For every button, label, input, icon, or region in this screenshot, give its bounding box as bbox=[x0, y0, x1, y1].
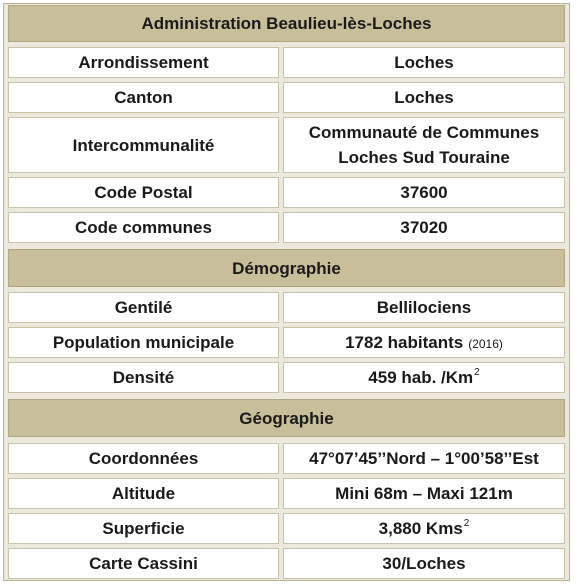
row-label-arrondissement bbox=[8, 47, 279, 78]
label-text: Population municipale bbox=[52, 333, 235, 352]
value-text: Loches bbox=[394, 53, 454, 72]
section-title-administration: Administration Beaulieu-lès-Loches bbox=[141, 14, 432, 33]
value-text: Bellilociens bbox=[376, 298, 472, 317]
row-label-gentile bbox=[8, 292, 279, 323]
section-header-administration bbox=[8, 5, 565, 42]
row-value-population bbox=[283, 327, 565, 358]
value-text: 37600 bbox=[400, 183, 448, 202]
label-text: Intercommunalité bbox=[72, 135, 215, 155]
row-label-canton bbox=[8, 82, 279, 113]
exponent: 2 bbox=[474, 367, 480, 378]
row-label-code-postal bbox=[8, 177, 279, 208]
label-text: Arrondissement bbox=[78, 53, 209, 72]
section-header-demographie bbox=[8, 249, 565, 287]
section-title-demographie: Démographie bbox=[232, 258, 341, 278]
value-text: 30/Loches bbox=[382, 554, 466, 573]
row-label-coordonnees bbox=[8, 443, 279, 474]
row-label-densite bbox=[8, 362, 279, 393]
value-text-line2: Loches Sud Touraine bbox=[338, 148, 510, 167]
row-label-carte-cassini bbox=[8, 548, 279, 579]
label-text: Coordonnées bbox=[88, 449, 199, 468]
row-value-intercommunalite bbox=[283, 117, 565, 173]
row-value-code-postal bbox=[283, 177, 565, 208]
value-text-line1: Communauté de Communes bbox=[308, 123, 540, 142]
row-value-code-communes bbox=[283, 212, 565, 243]
section-header-geographie bbox=[8, 399, 565, 437]
value-text: 459 hab. /Km bbox=[368, 368, 474, 387]
row-value-carte-cassini bbox=[283, 548, 565, 579]
label-text: Code Postal bbox=[94, 183, 193, 202]
row-label-altitude bbox=[8, 478, 279, 509]
row-value-arrondissement bbox=[283, 47, 565, 78]
row-label-code-communes bbox=[8, 212, 279, 243]
population-year: (2016) bbox=[468, 337, 503, 351]
value-text: Loches bbox=[394, 88, 454, 107]
row-value-densite bbox=[283, 362, 565, 393]
value-text: 3,880 Kms bbox=[378, 519, 463, 538]
label-text: Canton bbox=[114, 88, 173, 107]
row-value-altitude bbox=[283, 478, 565, 509]
value-text: 47°07’45’’Nord – 1°00’58’’Est bbox=[309, 449, 539, 468]
value-text: 37020 bbox=[400, 218, 448, 237]
row-value-canton bbox=[283, 82, 565, 113]
value-text: 1782 habitants bbox=[345, 333, 464, 352]
row-label-population bbox=[8, 327, 279, 358]
label-text: Gentilé bbox=[114, 298, 173, 317]
row-value-coordonnees bbox=[283, 443, 565, 474]
label-text: Altitude bbox=[111, 484, 176, 503]
exponent: 2 bbox=[463, 518, 470, 529]
label-text: Superficie bbox=[102, 519, 185, 538]
row-label-intercommunalite bbox=[8, 117, 279, 173]
row-label-superficie bbox=[8, 513, 279, 544]
section-title-geographie: Géographie bbox=[239, 408, 334, 428]
row-value-superficie bbox=[283, 513, 565, 544]
row-value-gentile bbox=[283, 292, 565, 323]
label-text: Code communes bbox=[75, 218, 212, 237]
value-text: Mini 68m – Maxi 121m bbox=[335, 484, 513, 503]
label-text: Carte Cassini bbox=[89, 554, 198, 573]
label-text: Densité bbox=[112, 368, 175, 387]
